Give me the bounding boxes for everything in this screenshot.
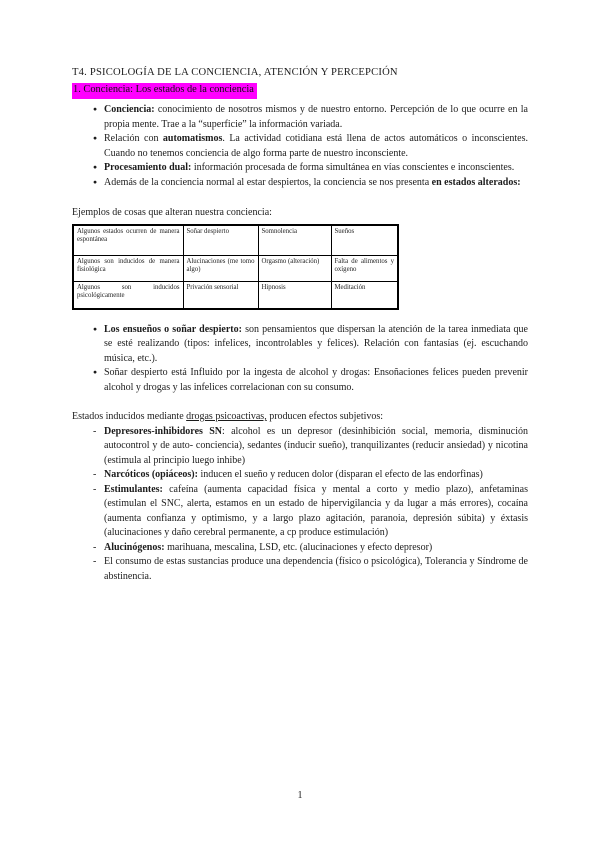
body-text: Estados inducidos mediante — [72, 411, 187, 422]
list-item — [72, 468, 528, 483]
body-text: . La actividad cotidiana está llena de actos automáticos o inconscientes. Cuando no tenemos conciencia de algo forma parte de nuestro inconsciente. — [104, 133, 528, 159]
bullet-list-consciousness — [72, 103, 528, 190]
list-item — [72, 425, 528, 469]
table-cell: Algunos son inducidos psicológicamente — [73, 281, 183, 309]
dash-icon: - — [93, 483, 97, 495]
bullet-icon: ● — [93, 135, 98, 142]
list-item-text — [104, 366, 528, 395]
list-item-text — [104, 483, 528, 541]
body-text: conocimiento de nosotros mismos y de nuestro entorno. Percepción de lo que ocurre en la propia mente. Trae a la “superficie” la información variada. — [104, 104, 528, 130]
bold-lead: Conciencia: — [104, 104, 155, 115]
list-item-text — [104, 555, 528, 584]
bullet-icon: ● — [93, 164, 98, 171]
dash-icon: - — [93, 556, 97, 567]
bullet-icon: ● — [93, 178, 98, 186]
list-item-text — [104, 103, 528, 132]
body-text: marihuana, mescalina, LSD, etc. (alucinaciones y efecto depresor) — [164, 541, 433, 553]
list-item — [72, 366, 528, 395]
list-item-text — [104, 161, 528, 176]
body-text: Relación con — [104, 133, 163, 144]
list-item — [72, 176, 528, 191]
body-text: Soñar despierto está Influido por la ingesta de alcohol y drogas: Ensoñaciones felices pueden prevenir alcohol y drogas y las infelices correlacionan con su consumo. — [104, 367, 528, 393]
bullet-list-daydream — [72, 323, 528, 396]
bold-term: automatismos — [162, 133, 223, 144]
table-cell: Soñar despierto — [183, 225, 258, 256]
body-text: cafeína (aumenta capacidad física y mental a corto y medio plazo), anfetaminas (estimulan el SNC, alerta, estamos en un estado de hipervigilancia y da lugar a más errores), cocaína (aumenta confianza y optimismo, y a largo plazo agitación, paranoia, depresión súbita) y éxtasis (alucinaciones y daño cerebral permanente, a cp produce estimulación) — [104, 483, 528, 538]
body-text: información procesada de forma simultánea en vías conscientes e inconscientes. — [191, 162, 515, 173]
list-item-text — [104, 468, 528, 483]
dash-icon: - — [93, 469, 97, 480]
list-item — [72, 103, 528, 132]
underlined-term: drogas psicoactivas, — [186, 411, 267, 422]
bold-lead: Depresores-inhibidores SN — [104, 425, 222, 437]
bullet-icon: ● — [93, 106, 98, 113]
table-cell: Somnolencia — [258, 225, 331, 256]
bullet-icon: ● — [93, 369, 98, 376]
body-text: El consumo de estas sustancias produce una dependencia (físico o psicológica), Tolerancia y Síndrome de abstinencia. — [104, 556, 528, 582]
body-text: inducen el sueño y reducen dolor (disparan el efecto de las endorfinas) — [197, 469, 483, 480]
examples-table — [72, 224, 399, 310]
body-text: producen efectos subjetivos: — [266, 411, 384, 422]
list-item-text — [104, 132, 528, 161]
list-item-text — [104, 323, 528, 367]
table-cell: Hipnosis — [258, 281, 331, 309]
dash-icon: - — [93, 541, 97, 553]
table-cell: Orgasmo (alteración) — [258, 255, 331, 281]
list-item — [72, 541, 528, 556]
bold-lead: Procesamiento dual: — [104, 162, 192, 173]
bold-lead: Alucinógenos: — [104, 541, 165, 553]
list-item — [72, 132, 528, 161]
table-row — [73, 225, 398, 256]
drugs-intro — [72, 410, 528, 425]
examples-intro: Ejemplos de cosas que alteran nuestra conciencia: — [72, 207, 272, 218]
table-cell: Algunos estados ocurren de manera espontánea — [73, 225, 183, 256]
dash-list-drugs — [72, 425, 528, 585]
list-item — [72, 555, 528, 584]
dash-icon: - — [93, 425, 97, 437]
list-item — [72, 483, 528, 541]
table-cell: Falta de alimentos y oxígeno — [331, 255, 398, 281]
body-text: : alcohol es un depresor (desinhibición social, memoria, disminución autocontrol y de auto- conciencia), sedantes (inducir sueño), tranquilizantes (reducir ansiedad) y nicotina (estimula al principio luego inhibe) — [104, 425, 528, 466]
bold-lead: Los ensueños o soñar despierto: — [104, 323, 242, 335]
table-cell: Sueños — [331, 225, 398, 256]
list-item — [72, 323, 528, 367]
table-cell: Privación sensorial — [183, 281, 258, 309]
list-item — [72, 161, 528, 176]
bold-lead: Estimulantes: — [104, 483, 163, 495]
body-text: son pensamientos que dispersan la atención de la tarea inmediata que se esté realizando (tipos: infelices, incontrolables y felices). Relación con fantasías (ej. escuchando música, etc.). — [104, 323, 528, 364]
table-cell: Algunos son inducidos de manera fisiológica — [73, 255, 183, 281]
table-row — [73, 281, 398, 309]
doc-title: T4. PSICOLOGÍA DE LA CONCIENCIA, ATENCIÓN Y PERCEPCIÓN — [72, 67, 398, 78]
list-item-text — [104, 541, 528, 556]
bullet-icon: ● — [93, 325, 98, 333]
bold-term: en estados alterados: — [431, 176, 521, 188]
bold-lead: Narcóticos (opiáceos): — [104, 469, 198, 480]
table-cell: Meditación — [331, 281, 398, 309]
section-heading: 1. Conciencia: Los estados de la conciencia — [72, 83, 257, 99]
list-item-text — [104, 425, 528, 469]
table-cell: Alucinaciones (me tomo algo) — [183, 255, 258, 281]
list-item-text — [104, 176, 528, 191]
table-row — [73, 255, 398, 281]
body-text: Además de la conciencia normal al estar despiertos, la conciencia se nos presenta — [104, 176, 432, 188]
page-number: 1 — [297, 790, 303, 801]
